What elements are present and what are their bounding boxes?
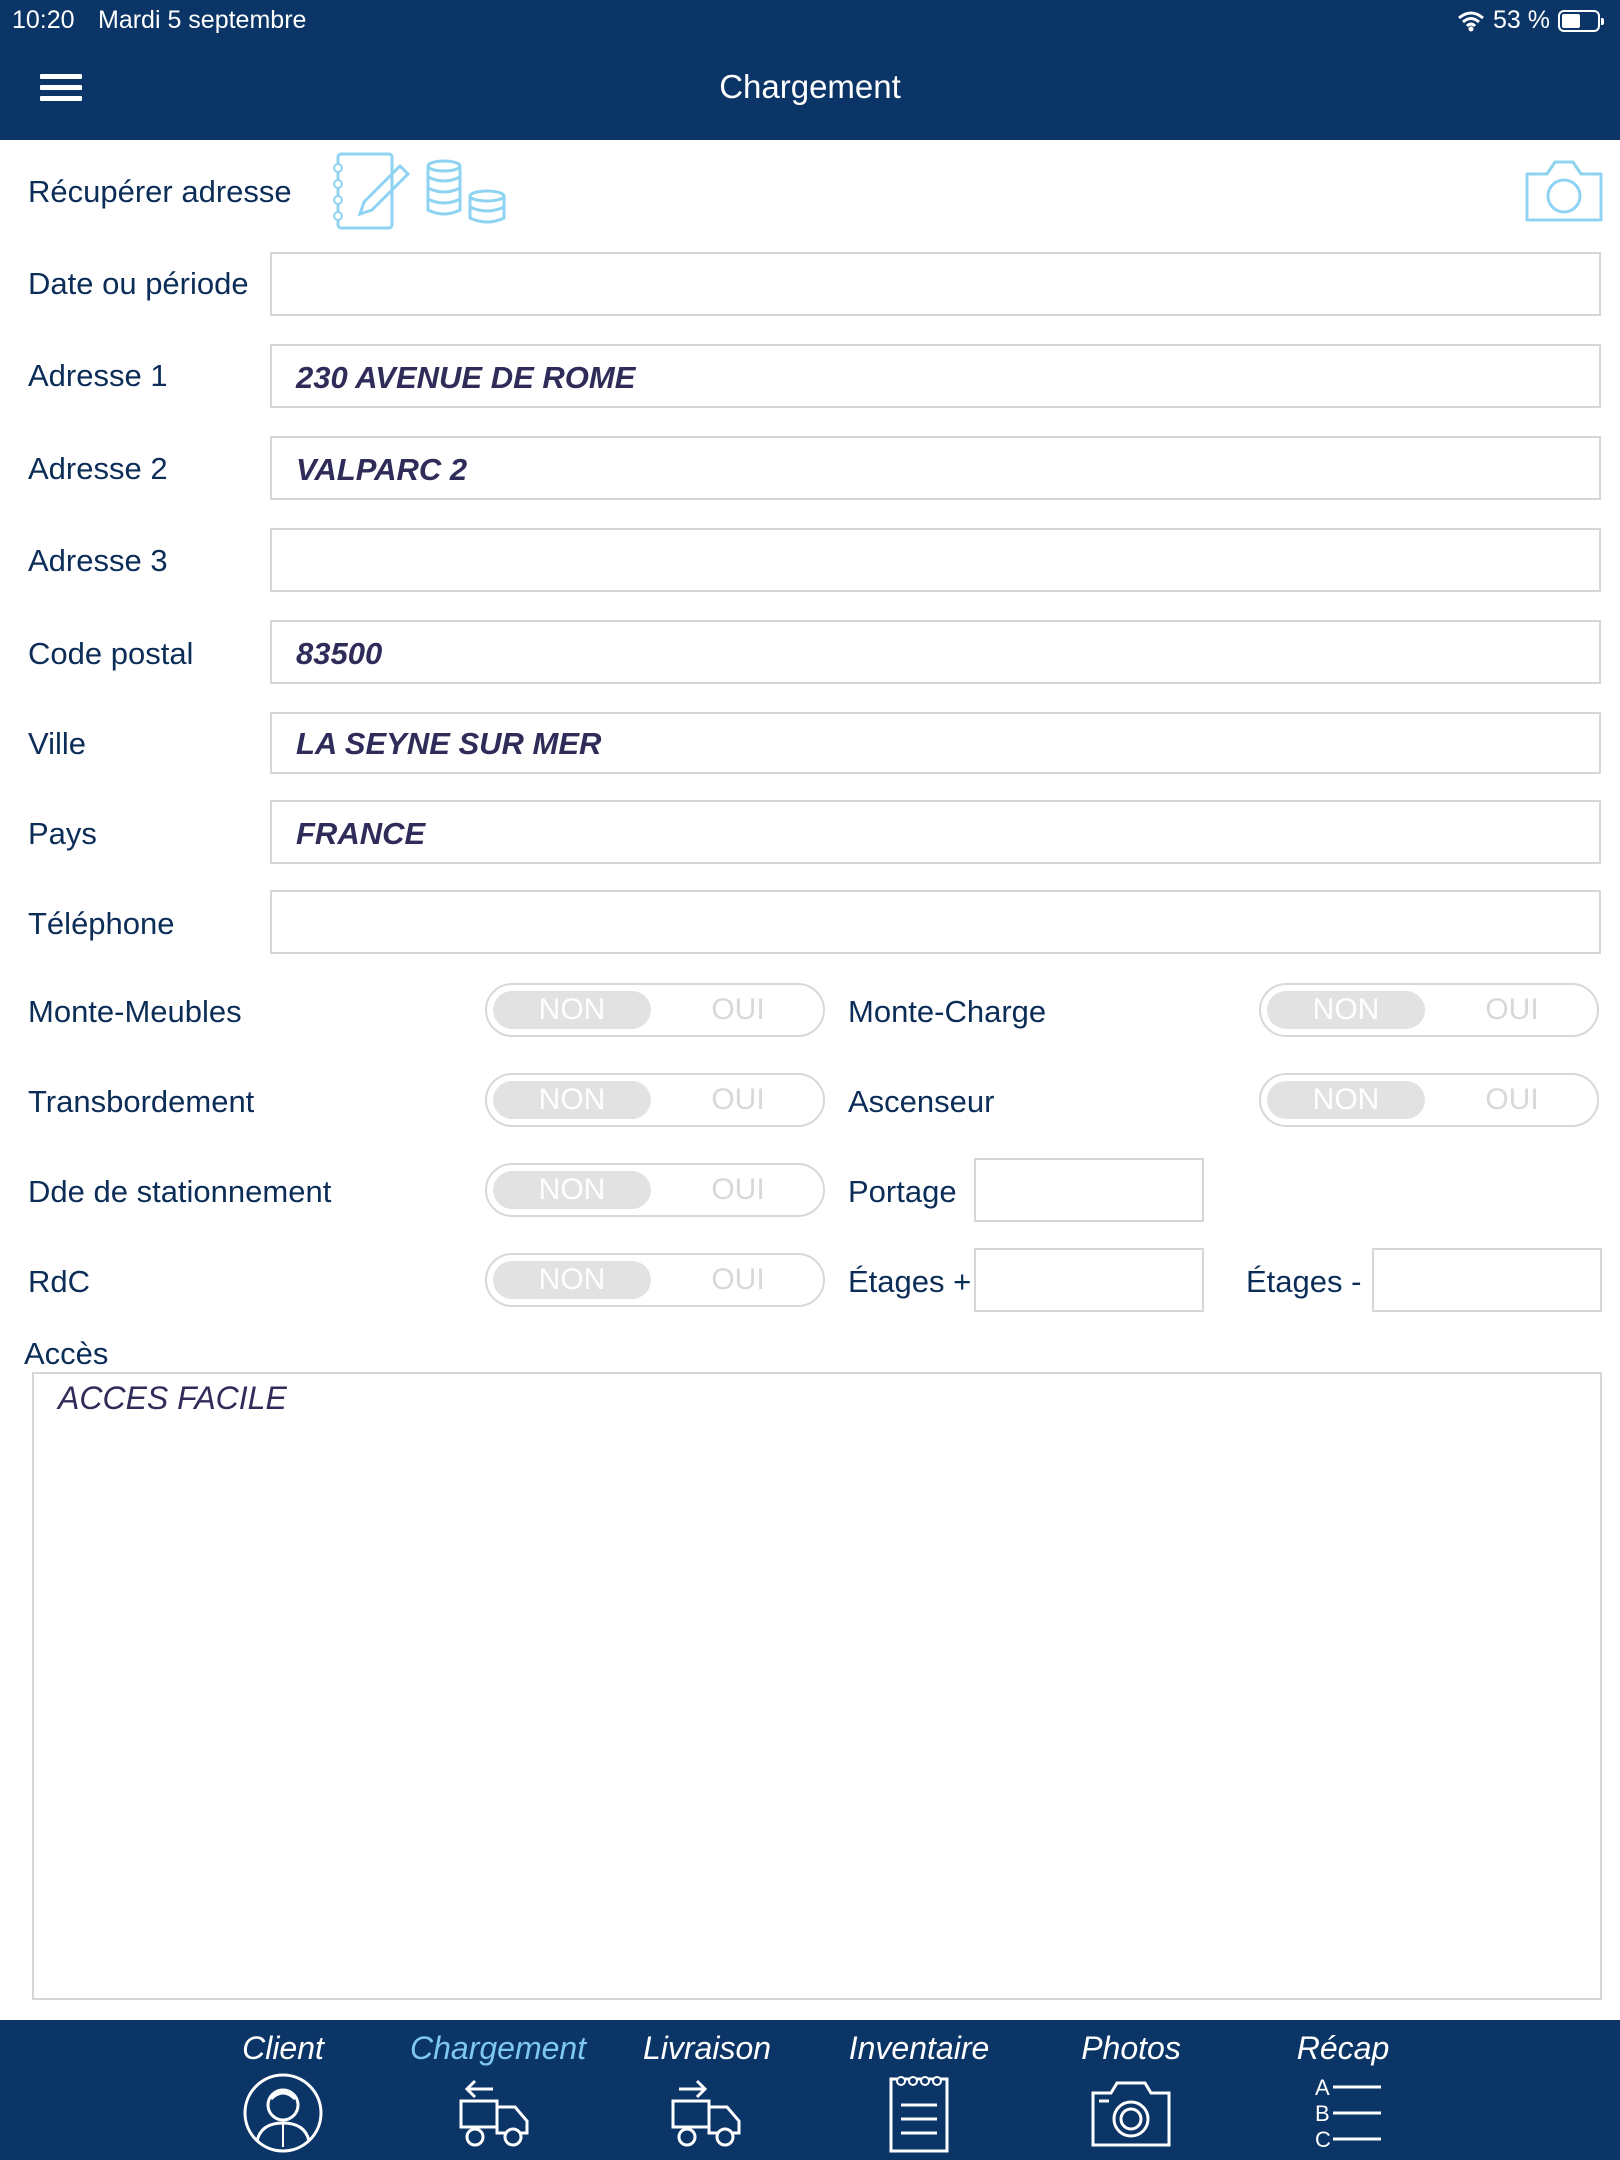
stationnement-toggle[interactable]	[485, 1163, 825, 1217]
toggle-non-option[interactable]: NON	[493, 991, 651, 1029]
page-title: Chargement	[719, 68, 901, 105]
transbordement-label: Transbordement	[28, 1084, 255, 1119]
acces-textarea[interactable]	[32, 1372, 1602, 2000]
rdc-label: RdC	[28, 1264, 91, 1299]
portage-label: Portage	[848, 1174, 957, 1209]
address-book-edit-icon[interactable]	[330, 150, 414, 234]
tab-label: Livraison	[642, 2030, 772, 2066]
code-postal-label: Code postal	[28, 636, 194, 671]
toggle-oui-option[interactable]: OUI	[1485, 1083, 1539, 1116]
livraison-truck-icon	[665, 2071, 749, 2155]
svg-text:C: C	[1315, 2127, 1331, 2152]
tab-label: Chargement	[410, 2030, 587, 2066]
tab-inventaire[interactable]	[834, 2030, 1004, 2155]
ville-value: LA SEYNE SUR MER	[296, 726, 602, 761]
tab-chargement[interactable]	[410, 2030, 587, 2155]
date-input[interactable]	[270, 252, 1601, 316]
toggle-oui-option[interactable]: OUI	[1485, 993, 1539, 1026]
svg-text:B: B	[1315, 2101, 1330, 2126]
wifi-icon	[1457, 10, 1485, 32]
toggle-non-option[interactable]: NON	[493, 1081, 651, 1119]
tab-label: Inventaire	[848, 2030, 990, 2066]
tab-recap[interactable]	[1258, 2030, 1428, 2155]
date-label: Date ou période	[28, 266, 249, 301]
database-coins-icon[interactable]	[424, 158, 508, 226]
status-date: Mardi 5 septembre	[98, 6, 307, 34]
portage-input[interactable]	[974, 1158, 1204, 1222]
adresse2-value: VALPARC 2	[296, 452, 468, 487]
monte-charge-label: Monte-Charge	[848, 994, 1047, 1029]
chargement-truck-icon	[453, 2071, 537, 2155]
toggle-non-option[interactable]: NON	[493, 1261, 651, 1299]
tab-livraison[interactable]	[622, 2030, 792, 2155]
bottom-tab-bar	[0, 2020, 1620, 2160]
camera-icon[interactable]	[1523, 156, 1605, 226]
status-right	[1457, 6, 1600, 35]
battery-icon	[1558, 10, 1600, 32]
acces-value: ACCES FACILE	[58, 1380, 287, 1416]
photos-camera-icon	[1089, 2071, 1173, 2155]
code-postal-input[interactable]	[270, 620, 1601, 684]
etages-plus-label: Étages +	[848, 1264, 972, 1299]
ascenseur-toggle[interactable]	[1259, 1073, 1599, 1127]
pays-label: Pays	[28, 816, 97, 851]
tab-label: Récap	[1296, 2030, 1390, 2066]
adresse2-label: Adresse 2	[28, 451, 168, 486]
recuperer-adresse-label: Récupérer adresse	[28, 174, 292, 209]
adresse3-label: Adresse 3	[28, 543, 168, 578]
telephone-input[interactable]	[270, 890, 1601, 954]
toggle-oui-option[interactable]: OUI	[711, 993, 765, 1026]
adresse1-label: Adresse 1	[28, 358, 168, 393]
monte-meubles-label: Monte-Meubles	[28, 994, 242, 1029]
client-icon	[241, 2071, 325, 2155]
tab-photos[interactable]	[1046, 2030, 1216, 2155]
monte-meubles-toggle[interactable]	[485, 983, 825, 1037]
battery-percent: 53 %	[1493, 6, 1550, 34]
etages-moins-input[interactable]	[1372, 1248, 1602, 1312]
inventaire-notepad-icon	[877, 2071, 961, 2155]
tab-client[interactable]	[198, 2030, 368, 2155]
stationnement-label: Dde de stationnement	[28, 1174, 332, 1209]
monte-charge-toggle[interactable]	[1259, 983, 1599, 1037]
nav-bar	[0, 40, 1620, 140]
tab-label: Client	[242, 2030, 324, 2066]
toggle-oui-option[interactable]: OUI	[711, 1083, 765, 1116]
pays-input[interactable]	[270, 800, 1601, 864]
tab-label: Photos	[1081, 2030, 1181, 2066]
ascenseur-label: Ascenseur	[848, 1084, 995, 1119]
ville-label: Ville	[28, 726, 87, 761]
adresse1-value: 230 AVENUE DE ROME	[296, 360, 636, 395]
ville-input[interactable]	[270, 712, 1601, 774]
etages-plus-input[interactable]	[974, 1248, 1204, 1312]
toggle-non-option[interactable]: NON	[1267, 991, 1425, 1029]
svg-text:A: A	[1315, 2075, 1330, 2100]
telephone-label: Téléphone	[28, 906, 175, 941]
transbordement-toggle[interactable]	[485, 1073, 825, 1127]
status-time: 10:20	[12, 6, 75, 34]
toggle-non-option[interactable]: NON	[493, 1171, 651, 1209]
adresse2-input[interactable]	[270, 436, 1601, 500]
acces-label: Accès	[24, 1336, 109, 1371]
status-bar	[0, 0, 1620, 40]
toggle-non-option[interactable]: NON	[1267, 1081, 1425, 1119]
recap-list-icon	[1301, 2071, 1385, 2155]
etages-moins-label: Étages -	[1246, 1264, 1362, 1299]
adresse1-input[interactable]	[270, 344, 1601, 408]
adresse3-input[interactable]	[270, 528, 1601, 592]
toggle-oui-option[interactable]: OUI	[711, 1263, 765, 1296]
code-postal-value: 83500	[296, 636, 383, 671]
rdc-toggle[interactable]	[485, 1253, 825, 1307]
toggle-oui-option[interactable]: OUI	[711, 1173, 765, 1206]
pays-value: FRANCE	[296, 816, 426, 851]
